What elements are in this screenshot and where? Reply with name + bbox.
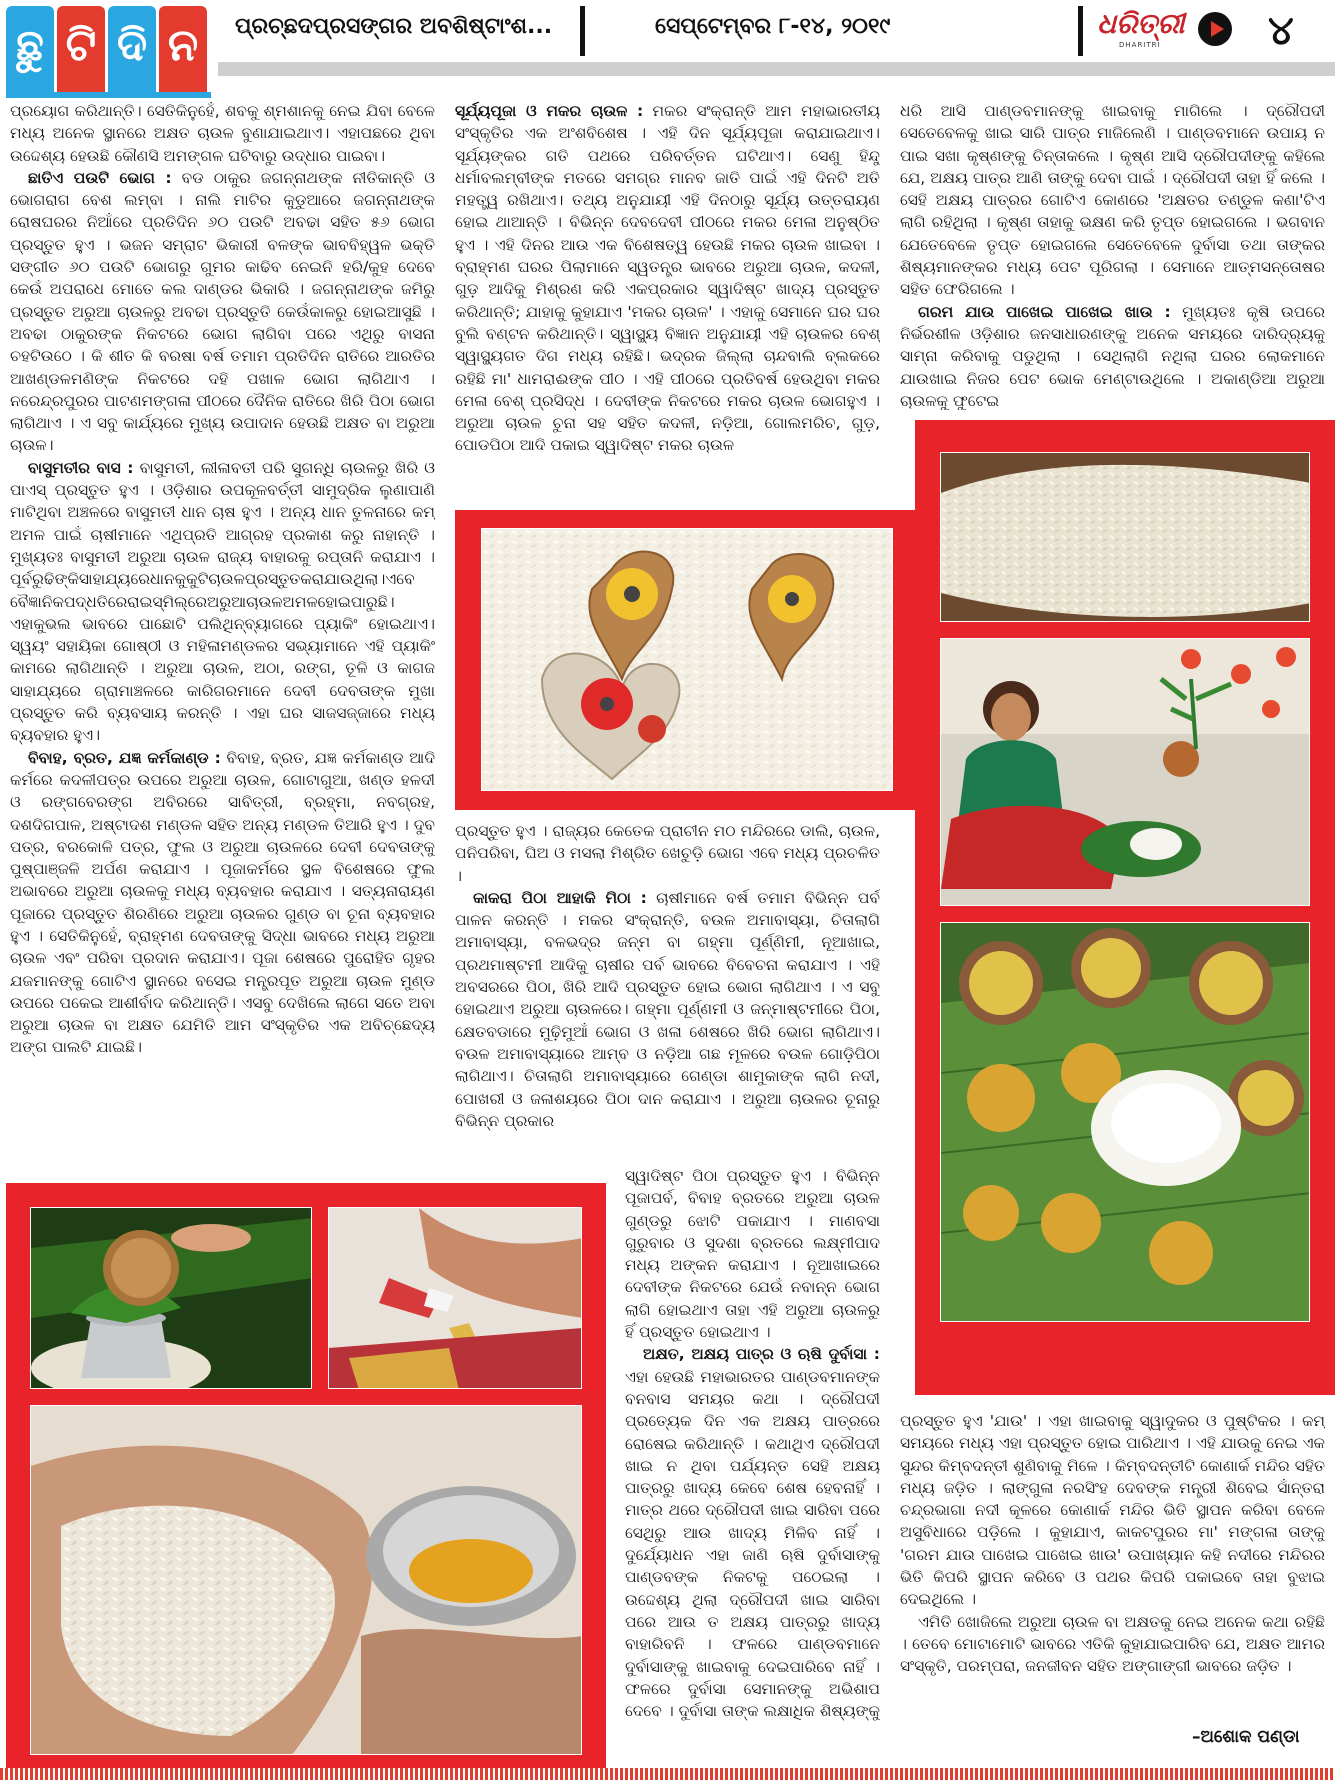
masthead-letter-4: ନ bbox=[159, 6, 207, 94]
dharitri-logo bbox=[1097, 7, 1185, 50]
play-icon bbox=[1198, 12, 1232, 46]
article-column-middle-mid bbox=[455, 820, 880, 1165]
logo-subtext: DHARITRI bbox=[1119, 41, 1161, 49]
issue-date: ସେପ୍ଟେମ୍ବର ୮-୧୪, ୨୦୧୯ bbox=[655, 14, 891, 39]
paragraph bbox=[455, 820, 880, 887]
subheading: ଗରମ ଯାଉ ପାଖେଇ ପାଖେଇ ଖାଉ : bbox=[918, 302, 1171, 321]
masthead-underline bbox=[6, 92, 211, 98]
paragraph bbox=[625, 1165, 880, 1343]
rice-art-photo bbox=[481, 528, 893, 791]
coconut-kalash-photo bbox=[30, 1207, 312, 1389]
photo-frame-right bbox=[915, 420, 1335, 1395]
paragraph bbox=[455, 887, 880, 1132]
header-divider bbox=[580, 6, 585, 56]
article-column-left bbox=[10, 100, 435, 1145]
paragraph bbox=[455, 100, 880, 457]
paragraph-text: ସ୍ୱାଦିଷ୍ଟ ପିଠା ପ୍ରସ୍ତୁତ ହୁଏ । ବିଭିନ୍ନ ପୂଜାପର୍ବ, ବିବାହ ବ୍ରତରେ ଅରୁଆ ଚାଉଳ ଗୁଣ୍ଡରୁ ଝୋଟି ପକାଯାଏ । ମାଣବସା ଗୁରୁବାର ଓ ସୁଦଶା ବ୍ରତରେ ଲକ୍ଷ୍ମୀପାଦ ମଧ୍ୟ ଅଙ୍କନ କରାଯାଏ । ନୂଆଖାଇରେ ଦେବୀଙ୍କ ନିକଟରେ ଯେଉଁ ନବାନ୍ନ ଭୋଗ ଲାଗି ହୋଇଥାଏ ତାହା ଏହି ଅରୁଆ ଚାଉଳରୁ ହିଁ ପ୍ରସ୍ତୁତ ହୋଇଥାଏ । bbox=[625, 1167, 880, 1342]
article-column-middle-top bbox=[455, 100, 880, 500]
paragraph-text: ବଡ ଠାକୁର ଜଗନ୍ନାଥଙ୍କ ନୀତିକାନ୍ତି ଓ ଭୋଗରାଗ ବେଶ ଲମ୍ବା । ନାଲି ମାଟିର କୁଡୁଆରେ ଜଗନ୍ନାଥଙ୍କ ରୋଷଘରର ନିଆଁରେ ପ୍ରତିଦିନ ୬୦ ପଉଟି ଅବଢା ସହିତ ୫୬ ଭୋଗ ପ୍ରସ୍ତୁତ ହୁଏ । ଭଜନ ସମ୍ରାଟ ଭିକାରୀ ବଳଙ୍କ ଭାବବିହ୍ୱଳ ଭକ୍ତି ସଙ୍ଗୀତ ୬୦ ପଉଟି ଭୋଗରୁ ଗୁମର କାଢିବ ନେଇନି ହରି/କୁହ ଦେବେ କେଉଁ ଅପରାଧେ ମୋତେ କଲ ଦାଣ୍ଡର ଭିକାରି । ଜଗନ୍ନାଥଙ୍କ ଜମିରୁ ପ୍ରସ୍ତୁତ ଅରୁଆ ଚାଉଳରୁ ଅବଢା ପ୍ରସ୍ତୁତି କେଉଁକାଳରୁ ହୋଇଆସୁଛି । ଅବଢା ଠାକୁରଙ୍କ ନିକଟରେ ଭୋଗ ଲାଗିବା ପରେ ଏଥିରୁ ବାସନା ଚହଟିଉଠେ । କି ଶୀତ କି ବରଷା ବର୍ଷ ତମାମ ପ୍ରତିଦିନ ରାତିରେ ଆରତିର ଆଖଣ୍ଡଳମଣିଙ୍କ ନିକଟରେ ଦହି ପଖାଳ ଭୋଗ ଲାଗିଥାଏ । ନରେନ୍ଦ୍ରପୁରର ପାଟଣମଙ୍ଗଳା ପୀଠରେ ଦୈନିକ ରାତିରେ ଖିରି ପିଠା ଭୋଗ ଲାଗିଥାଏ । ଏ ସବୁ କାର୍ଯ୍ୟରେ ମୁଖ୍ୟ ଉପାଦାନ ହେଉଛି ଅକ୍ଷତ ବା ଅରୁଆ ଚାଉଳ। bbox=[10, 168, 435, 455]
subheading: ଅକ୍ଷତ, ଅକ୍ଷୟ ପାତ୍ର ଓ ଋଷି ଦୁର୍ବାସା : bbox=[643, 1345, 880, 1364]
masthead-letter-3: ଦି bbox=[108, 6, 156, 94]
paragraph-text: ମକର ସଂକ୍ରାନ୍ତି ଆମ ମହାଭାରତୀୟ ସଂସ୍କୃତିର ଏକ ଅଂଶବିଶେଷ । ଏହି ଦିନ ସୂର୍ଯ୍ୟପୂଜା କରାଯାଇଥାଏ। ସୂର୍ଯ୍ୟଙ୍କର ଗତି ପଥରେ ପରିବର୍ତ୍ତନ ଘଟିଥାଏ। ସେଣୁ ହିନ୍ଦୁ ଧର୍ମାବଲମ୍ବୀଙ୍କ ମତରେ ସମଗ୍ର ମାନବ ଜାତି ପାଇଁ ଏହି ଦିନଟି ଅତି ମହତ୍ତ୍ୱ ରଖିଥାଏ। ତଥ୍ୟ ଅନୁଯାୟୀ ଏହି ଦିନଠାରୁ ସୂର୍ଯ୍ୟ ଉତ୍ତରାୟଣ ହୋଇ ଥାଆନ୍ତି । ବିଭିନ୍ନ ଦେବଦେବୀ ପୀଠରେ ମକର ମେଳା ଅନୁଷ୍ଠିତ ହୁଏ । ଏହି ଦିନର ଆଉ ଏକ ବିଶେଷତ୍ୱ ହେଉଛି ମକର ଚାଉଳ ଖାଇବା । ବ୍ରାହ୍ମଣ ଘରର ପିଲାମାନେ ସ୍ୱତନ୍ତ୍ର ଭାବରେ ଅରୁଆ ଚାଉଳ, କଦଳୀ, ଗୁଡ଼ ଆଦିକୁ ମିଶ୍ରଣ କରି ଏକପ୍ରକାର ସ୍ୱାଦିଷ୍ଟ ଖାଦ୍ୟ ପ୍ରସ୍ତୁତ କରିଥାନ୍ତି; ଯାହାକୁ କୁହାଯାଏ 'ମକର ଚାଉଳ' । ଏହାକୁ ସେମାନେ ଘର ଘର ବୁଲି ବଣ୍ଟନ କରିଥାନ୍ତି। ସ୍ୱାସ୍ଥ୍ୟ ବିଜ୍ଞାନ ଅନୁଯାୟୀ ଏହି ଚାଉଳର ବେଶ୍ ସ୍ୱାସ୍ଥ୍ୟଗତ ଦିଗ ମଧ୍ୟ ରହିଛି। ଭଦ୍ରକ ଜିଲ୍ଲା ଚାନ୍ଦବାଲି ବ୍ଲକରେ ରହିଛି ମା' ଧାମରାଈଙ୍କ ପୀଠ । ଏହି ପୀଠରେ ପ୍ରତିବର୍ଷ ହେଉଥିବା ମକର ମେଳା ବେଶ୍ ପ୍ରସିଦ୍ଧ । ଦେବୀଙ୍କ ନିକଟରେ ମକର ଚାଉଳ ଭୋଗହୁଏ । ଅରୁଆ ଚାଉଳ ଚୁନା ସହ ସହିତ କଦଳୀ, ନଡ଼ିଆ, ଗୋଲମରିଚ, ଗୁଡ଼, ପୋଡପିଠା ଆଦି ପକାଇ ସ୍ୱାଦିଷ୍ଟ ମକର ଚାଉଳ bbox=[455, 102, 880, 455]
photo-frame-left-bottom bbox=[6, 1183, 606, 1775]
paragraph-text: ମୁଖ୍ୟତଃ କୃଷି ଉପରେ ନିର୍ଭରଶୀଳ ଓଡ଼ିଶାର ଜନସାଧାରଣଙ୍କୁ ଅନେକ ସମୟରେ ଦାରିଦ୍ର୍ୟକୁ ସାମ୍ନା କରିବାକୁ ପଡୁଥିଲା । ସେଥିଲାଗି ନଥିଲା ଘରର ଲୋକମାନେ ଯାଉଖାଇ ନିଜର ପେଟ ଭୋକ ମେଣ୍ଟାଉଥିଲେ । ଅକାଣ୍ଡିଆ ଅରୁଆ ଚାଉଳକୁ ଫୁଟେଇ bbox=[900, 302, 1325, 410]
girl-worship-photo bbox=[940, 638, 1310, 906]
paragraph bbox=[900, 301, 1325, 410]
paragraph-text: ପ୍ରସ୍ତୁତ ହୁଏ । ରାଜ୍ୟର କେତେକ ପ୍ରାଚୀନ ମଠ ମନ୍ଦିରରେ ଡାଲି, ଚାଉଳ, ପନିପରିବା, ଘିଅ ଓ ମସଲା ମିଶ୍ରିତ ଖେଚୁଡ଼ି ଭୋଗ ଏବେ ମଧ୍ୟ ପ୍ରଚଳିତ । bbox=[455, 822, 880, 885]
article-column-middle-narrow bbox=[625, 1165, 880, 1730]
logo-text: ଧରିତ୍ରୀ bbox=[1097, 7, 1185, 40]
paragraph bbox=[10, 457, 435, 747]
paragraph bbox=[625, 1343, 880, 1722]
paragraph-text: ଧରି ଆସି ପାଣ୍ଡବମାନଙ୍କୁ ଖାଇବାକୁ ମାଗିଲେ । ଦ୍ରୌପଦୀ ସେତେବେଳକୁ ଖାଇ ସାରି ପାତ୍ର ମାଜିଲେଣି । ପାଣ୍ଡବମାନେ ଉପାୟ ନ ପାଇ ସଖା କୃଷ୍ଣଙ୍କୁ ଚିନ୍ତାକଲେ । କୃଷ୍ଣ ଆସି ଦ୍ରୌପଦୀଙ୍କୁ କହିଲେ ଯେ, ଅକ୍ଷୟ ପାତ୍ର ଆଣି ତାଙ୍କୁ ଦେବା ପାଇଁ । ଦ୍ରୌପଦୀ ତାହା ହିଁ କଲେ । ସେହି ଅକ୍ଷୟ ପାତ୍ରର ଗୋଟିଏ କୋଣରେ 'ଅକ୍ଷତର ତଣ୍ଡୁଳ କଣା'ଟିଏ ଲାଗି ରହିଥିଲା । କୃଷ୍ଣ ତାହାକୁ ଭକ୍ଷଣ କରି ତୃପ୍ତ ହୋଇଗଲେ । ଭଗବାନ ଯେତେବେଳେ ତୃପ୍ତ ହୋଇଗଲେ ସେତେବେଳେ ଦୁର୍ବାସା ତଥା ତାଙ୍କର ଶିଷ୍ୟମାନଙ୍କର ମଧ୍ୟ ପେଟ ପୂରିଗଲା । ସେମାନେ ଆତ୍ମସନ୍ତୋଷର ସହିତ ଫେରିଗଲେ । bbox=[900, 102, 1325, 299]
footer-border bbox=[0, 1768, 1335, 1780]
author-signature: –ଅଶୋକ ପଣ୍ଡା bbox=[1192, 1727, 1300, 1747]
paragraph-text: ଏହା ହେଉଛି ମହାଭାରତର ପାଣ୍ଡବମାନଙ୍କ ବନବାସ ସମୟର କଥା । ଦ୍ରୌପଦୀ ପ୍ରତ୍ୟେକ ଦିନ ଏକ ଅକ୍ଷୟ ପାତ୍ରରେ ରୋଷେଇ କରିଥାନ୍ତି । କଥାଥିଏ ଦ୍ରୌପଦୀ ଖାଇ ନ ଥିବା ପର୍ଯ୍ୟନ୍ତ ସେହି ଅକ୍ଷୟ ପାତ୍ରରୁ ଖାଦ୍ୟ କେବେ ଶେଷ ହେବନାହିଁ । ମାତ୍ର ଥରେ ଦ୍ରୌପଦୀ ଖାଇ ସାରିବା ପରେ ସେଥିରୁ ଆଉ ଖାଦ୍ୟ ମିଳିବ ନାହିଁ । ଦୁର୍ଯ୍ୟୋଧନ ଏହା ଜାଣି ଋଷି ଦୁର୍ବାସାଙ୍କୁ ପାଣ୍ଡବଙ୍କ ନିକଟକୁ ପଠେଇଲା । ଉଦ୍ଦେଶ୍ୟ ଥିଲା ଦ୍ରୌପଦୀ ଖାଇ ସାରିବା ପରେ ଆଉ ତ ଅକ୍ଷୟ ପାତ୍ରରୁ ଖାଦ୍ୟ ବାହାରିବନି । ଫଳରେ ପାଣ୍ଡବମାନେ ଦୁର୍ବାସାଙ୍କୁ ଖାଇବାକୁ ଦେଇପାରିବେ ନାହିଁ । ଫଳରେ ଦୁର୍ବାସା ସେମାନଙ୍କୁ ଅଭିଶାପ ଦେବେ । ଦୁର୍ବାସା ତାଙ୍କ ଲକ୍ଷାଧିକ ଶିଷ୍ୟଙ୍କୁ bbox=[625, 1367, 880, 1721]
photo-frame-rice-art bbox=[455, 510, 925, 810]
paragraph-text: ଚାଷୀମାନେ ବର୍ଷ ତମାମ ବିଭିନ୍ନ ପର୍ବ ପାଳନ କରନ୍ତି । ମକର ସଂକ୍ରାନ୍ତି, ବଉଳ ଅମାବାସ୍ୟା, ଚିତାଲାଗି ଅମାବାସ୍ୟା, ବଳଭଦ୍ର ଜନ୍ମ ବା ଗହ୍ମା ପୂର୍ଣ୍ଣିମୀ, ନୂଆଖାଇ, ପ୍ରଥମାଷ୍ଟମୀ ଆଦିକୁ ଚାଷୀର ପର୍ବ ଭାବରେ ବିବେଚନା କରାଯାଏ । ଏହି ଅବସରରେ ପିଠା, ଖିରି ଆଦି ପ୍ରସ୍ତୁତ ହୋଇ ଭୋଗ ଲାଗିଥାଏ । ଏ ସବୁ ହୋଇଥାଏ ଅରୁଆ ଚାଉଳରେ। ଗହ୍ମା ପୂର୍ଣ୍ଣମୀ ଓ ଜନ୍ମାଷ୍ଟମୀରେ ପିଠା, କ୍ଷେତବଡାରେ ମୁଢ଼ିମୁଆଁ ଭୋଗ ଓ ଖଳା ଶେଷରେ ଖିରି ଭୋଗ ଲାଗିଥାଏ। ବଉଳ ଅମାବାସ୍ୟାରେ ଆମ୍ବ ଓ ନଡ଼ିଆ ଗଛ ମୂଳରେ ବଉଳ ଗୋଡ଼ିପିଠା ଲାଗିଥାଏ। ଚିତାଲାଗି ଅମାବାସ୍ୟାରେ ଗେଣ୍ଡା ଶାମୁକାଙ୍କ ଲାଗି ନଦୀ, ପୋଖରୀ ଓ ଜଳାଶୟରେ ପିଠା ଦାନ କରାଯାଏ । ଅରୁଆ ଚାଉଳର ଚୂନାରୁ ବିଭିନ୍ନ ପ୍ରକାର bbox=[455, 888, 880, 1130]
paragraph bbox=[900, 1611, 1325, 1678]
paragraph-text: ପ୍ରସ୍ତୁତ ହୁଏ 'ଯାଉ' । ଏହା ଖାଇବାକୁ ସ୍ୱାଦୁକର ଓ ପୁଷ୍ଟିକର । କମ୍ ସମୟରେ ମଧ୍ୟ ଏହା ପ୍ରସ୍ତୁତ ହୋଇ ପାରିଥାଏ । ଏହି ଯାଉକୁ ନେଇ ଏକ ସୁନ୍ଦର କିମ୍ବଦନ୍ତୀ ଶୁଣିବାକୁ ମିଳେ । କିମ୍ବଦନ୍ତୀଟି କୋଣାର୍କ ମନ୍ଦିର ସହିତ ମଧ୍ୟ ଜଡ଼ିତ । ଲାଙ୍ଗୁଳା ନରସିଂହ ଦେବଙ୍କ ମନ୍ତ୍ରୀ ଶିବେଇ ସାଁନ୍ତରା ଚନ୍ଦ୍ରଭାଗା ନଦୀ କୂଳରେ କୋଣାର୍କ ମନ୍ଦିର ଭିତି ସ୍ଥାପନ କରିବା ବେଳେ ଅସୁବିଧାରେ ପଡ଼ିଲେ । କୁହାଯାଏ, କାକଟପୁରର ମା' ମଙ୍ଗଳା ତାଙ୍କୁ 'ଗରମ ଯାଉ ପାଖେଇ ପାଖେଇ ଖାଉ' ଉପାଖ୍ୟାନ କହି ନଦୀରେ ମନ୍ଦିରର ଭିତି କିପରି ସ୍ଥାପନ କରିବେ ଓ ପଥର କିପରି ପକାଇବେ ତାହା ବୁଝାଇ ଦେଇଥିଲେ । bbox=[900, 1412, 1325, 1609]
page-number: ୪ bbox=[1268, 8, 1294, 54]
paragraph bbox=[900, 1410, 1325, 1611]
paragraph bbox=[10, 100, 435, 167]
turmeric-rice-photo bbox=[30, 1405, 582, 1755]
masthead-logo bbox=[6, 6, 211, 98]
paragraph bbox=[10, 747, 435, 1059]
masthead-letter-2: ଟି bbox=[57, 6, 105, 94]
paragraph-text: ବାସୁମତୀ, ଲୀଳାବତୀ ପରି ସୁଗନ୍ଧି ଚାଉଳରୁ ଖିରି ଓ ପାଏସ୍ ପ୍ରସ୍ତୁତ ହୁଏ । ଓଡ଼ିଶାର ଉପକୂଳବର୍ତ୍ତୀ ସାମୁଦ୍ରିକ ଲୁଣାପାଣି ମାଟିଥିବା ଅଞ୍ଚଳରେ ବାସୁମତୀ ଧାନ ଚାଷ ହୁଏ । ଅନ୍ୟ ଧାନ ତୁଳନାରେ କମ୍ ଅମଳ ପାଇଁ ଚାଷୀମାନେ ଏଥିପ୍ରତି ଆଗ୍ରହ ପ୍ରକାଶ କରୁ ନାହାନ୍ତି । ମୁଖ୍ୟତଃ ବାସୁମତୀ ଅରୁଆ ଚାଉଳ ରାଜ୍ୟ ବାହାରକୁ ରପ୍ତାନି କରାଯାଏ । ପୂର୍ବରୁଢିଙ୍କିସାହାଯ୍ୟରେଧାନକୁକୁଟିଚାଉଳପ୍ରସ୍ତୁତକରାଯାଉଥିଲା।ଏବେ ବୈଜ୍ଞାନିକପଦ୍ଧତିରେରାଇସ୍ମିଲ୍‌ରେଅରୁଆଚାଉଳଅମଳହୋଇପାରୁଛି। ଏହାକୁଭଲ ଭାବରେ ପାଛୋଟି ପଲିଥିନ୍‌ବ୍ୟାଗରେ ପ୍ୟାକିଂ ହୋଇଥାଏ। ସ୍ୱୟଂ ସହାୟିକା ଗୋଷ୍ଠୀ ଓ ମହିଳାମଣ୍ଡଳର ସଭ୍ୟାମାନେ ଏହି ପ୍ୟାକିଂ କାମରେ ଲାଗିଥାନ୍ତି । ଅରୁଆ ଚାଉଳ, ଅଠା, ରଙ୍ଗ, ତୂଳି ଓ କାଗଜ ସାହାଯ୍ୟରେ ଗ୍ରାମାଞ୍ଚଳରେ କାରିଗରମାନେ ଦେବୀ ଦେବତାଙ୍କ ମୁଖା ପ୍ରସ୍ତୁତ କରି ବ୍ୟବସାୟ କରନ୍ତି । ଏହା ଘର ସାଜସଜ୍ଜାରେ ମଧ୍ୟ ବ୍ୟବହାର ହୁଏ। bbox=[10, 458, 435, 745]
subheading: ବାସୁମତୀର ବାସ : bbox=[28, 458, 134, 477]
rice-grains-photo bbox=[940, 452, 1310, 622]
masthead-letter-1: ଛୁ bbox=[6, 6, 54, 94]
article-column-right-top bbox=[900, 100, 1325, 410]
section-title: ପ୍ରଚ୍ଛଦପ୍ରସଙ୍ଗର ଅବଶିଷ୍ଟାଂଶ... bbox=[235, 14, 553, 39]
subheading: ଛାତିଏ ପଉଟି ଭୋଗ : bbox=[28, 168, 172, 187]
article-column-right-bottom bbox=[900, 1410, 1325, 1720]
paragraph bbox=[10, 167, 435, 457]
header-rule bbox=[218, 62, 1335, 76]
paragraph bbox=[900, 100, 1325, 301]
food-platter-photo bbox=[940, 922, 1310, 1322]
paragraph-text: ଏମିତି ଖୋଜିଲେ ଅରୁଆ ଚାଉଳ ବା ଅକ୍ଷତକୁ ନେଇ ଅନେକ କଥା ରହିଛି । ତେବେ ମୋଟାମୋଟି ଭାବରେ ଏତିକି କୁହାଯାଇପାରିବ ଯେ, ଅକ୍ଷତ ଆମର ସଂସ୍କୃତି, ପରମ୍ପରା, ଜନଜୀବନ ସହିତ ଅଙ୍ଗାଙ୍ଗୀ ଭାବରେ ଜଡ଼ିତ । bbox=[900, 1612, 1325, 1676]
subheading: ସୂର୍ଯ୍ୟପୂଜା ଓ ମକର ଚାଉଳ : bbox=[455, 102, 644, 120]
paragraph-text: ପ୍ରୟୋଗ କରିଥାନ୍ତି। ସେତିକିନୁହେଁ, ଶବକୁ ଶ୍ମଶାନକୁ ନେଇ ଯିବା ବେଳେ ମଧ୍ୟ ଅନେକ ସ୍ଥାନରେ ଅକ୍ଷତ ଚାଉଳ ବୁଣାଯାଇଥାଏ। ଏହାପଛରେ ଥିବା ଉଦ୍ଦେଶ୍ୟ ହେଉଛି କୌଣସି ଅମଙ୍ଗଳ ଘଟିବାରୁ ଉଦ୍ଧାର ପାଇବା। bbox=[10, 102, 435, 165]
subheading: ବିବାହ, ବ୍ରତ, ଯଜ୍ଞ କର୍ମକାଣ୍ଡ : bbox=[28, 748, 221, 767]
header-divider bbox=[1078, 6, 1083, 56]
wedding-rice-photo bbox=[328, 1207, 582, 1389]
subheading: କାକରା ପିଠା ଆହାକି ମିଠା : bbox=[473, 888, 647, 907]
paragraph-text: ବିବାହ, ବ୍ରତ, ଯଜ୍ଞ କର୍ମକାଣ୍ଡ ଆଦି କର୍ମରେ କଦଳୀପତ୍ର ଉପରେ ଅରୁଆ ଚାଉଳ, ଗୋଟାଗୁଆ, ଖଣ୍ଡ ହଳଦୀ ଓ ରଙ୍ଗବେରଙ୍ଗ ଅବିରରେ ସାବିତ୍ରୀ, ବ୍ରହ୍ମା, ନବଗ୍ରହ, ଦଶଦିଗପାଳ, ଅଷ୍ଟାଦଶ ମଣ୍ଡଳ ସହିତ ଅନ୍ୟ ମଣ୍ଡଳ ତିଆରି ହୁଏ । ଦୁବ ପତ୍ର, ବରକୋଳି ପତ୍ର, ଫୁଲ ଓ ଅରୁଆ ଚାଉଳରେ ଦେବୀ ଦେବତାଙ୍କୁ ପୁଷ୍ପାଞ୍ଜଳି ଅର୍ପଣ କରାଯାଏ । ପୂଜାକର୍ମରେ ସ୍ଥଳ ବିଶେଷରେ ଫୁଲ ଅଭାବରେ ଅରୁଆ ଚାଉଳକୁ ମଧ୍ୟ ବ୍ୟବହାର କରାଯାଏ । ସତ୍ୟନାରାୟଣ ପୂଜାରେ ପ୍ରସ୍ତୁତ ଶିରଣିରେ ଅରୁଆ ଚାଉଳର ଗୁଣ୍ଡ ବା ଚୂନା ବ୍ୟବହାର ହୁଏ । ସେତିକିନୁହେଁ, ବ୍ରାହ୍ମଣ ଦେବତାଙ୍କୁ ସିଦ୍ଧା ଭାବରେ ମଧ୍ୟ ଅରୁଆ ଚାଉଳ ଏବଂ ପରିବା ପ୍ରଦାନ କରାଯାଏ। ପୂଜା ଶେଷରେ ପୁରୋହିତ ଗୃହର ଯଜମାନଙ୍କୁ ଗୋଟିଏ ସ୍ଥାନରେ ବସେଇ ମନ୍ତ୍ରପୂତ ଅରୁଆ ଚାଉଳ ମୁଣ୍ଡ ଉପରେ ପକେଇ ଆଶୀର୍ବାଦ କରିଥାନ୍ତି। ଏସବୁ ଦେଖିଲେ ଲାଗେ ସତେ ଅବା ଅରୁଆ ଚାଉଳ ବା ଅକ୍ଷତ ଯେମିତି ଆମ ସଂସ୍କୃତିର ଏକ ଅବିଚ୍ଛେଦ୍ୟ ଅଙ୍ଗ ପାଲଟି ଯାଇଛି। bbox=[10, 748, 435, 1057]
